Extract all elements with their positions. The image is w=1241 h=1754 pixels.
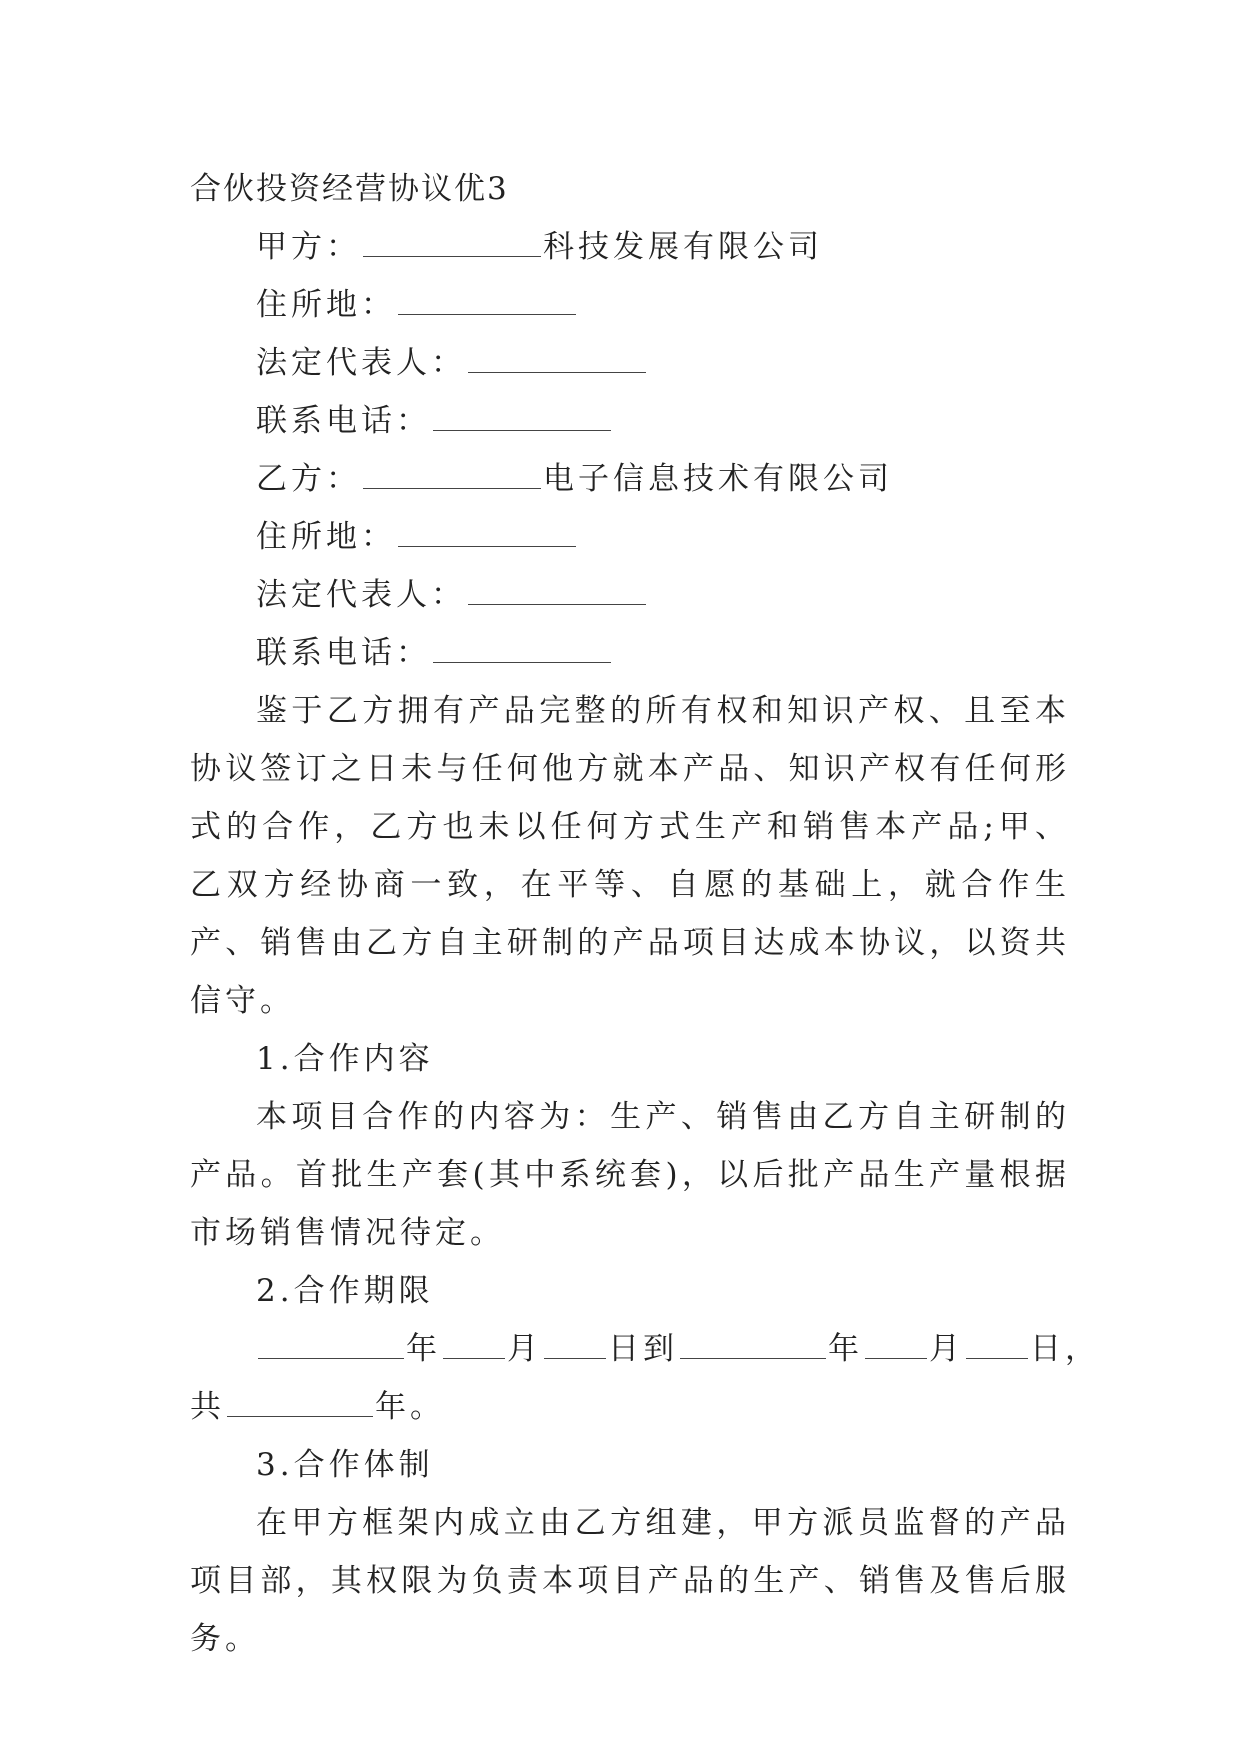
party-b-address-label: 住所地： [256, 519, 396, 555]
end-year-blank [680, 1336, 826, 1359]
party-a-phone-label: 联系电话： [256, 403, 431, 439]
party-a-name-blank [363, 234, 541, 257]
party-b-legal-rep-label: 法定代表人： [256, 577, 466, 613]
party-a-label: 甲方： [256, 229, 361, 265]
end-year-label: 年 [828, 1331, 863, 1367]
start-month-label: 月 [507, 1331, 542, 1367]
section-1-heading: 1.合作内容 [256, 1041, 434, 1077]
start-month-blank [443, 1336, 505, 1359]
start-year-label: 年 [406, 1331, 441, 1367]
start-year-blank [258, 1336, 404, 1359]
end-month-label: 月 [929, 1331, 964, 1367]
total-prefix: 共 [190, 1389, 225, 1425]
party-a-legal-rep-label: 法定代表人： [256, 345, 466, 381]
party-b-legal-rep-line [190, 566, 1070, 624]
total-years-blank [227, 1394, 373, 1417]
party-b-phone-label: 联系电话： [256, 635, 431, 671]
section-3-body: 在甲方框架内成立由乙方组建，甲方派员监督的产品项目部，其权限为负责本项目产品的生产、销售及售后服务。 [190, 1505, 1070, 1657]
party-a-legal-rep-blank [468, 350, 646, 373]
period-total-line [190, 1378, 1070, 1436]
party-a-company-suffix: 科技发展有限公司 [543, 229, 823, 265]
party-a-name-line [190, 218, 1070, 276]
party-b-name-line [190, 450, 1070, 508]
party-b-phone-line [190, 624, 1070, 682]
preamble-paragraph: 鉴于乙方拥有产品完整的所有权和知识产权、且至本协议签订之日未与任何他方就本产品、知识产权有任何形式的合作，乙方也未以任何方式生产和销售本产品;甲、乙双方经协商一致，在平等、自愿的基础上，就合作生产、销售由乙方自主研制的产品项目达成本协议，以资共信守。 [190, 693, 1070, 1019]
party-a-address-label: 住所地： [256, 287, 396, 323]
end-day-label: 日， [1030, 1331, 1100, 1367]
period-line [190, 1320, 1100, 1378]
start-day-blank [544, 1336, 606, 1359]
document-page [190, 160, 1100, 1668]
section-1-body: 本项目合作的内容为：生产、销售由乙方自主研制的产品。首批生产套(其中系统套)，以后批产品生产量根据市场销售情况待定。 [190, 1099, 1070, 1251]
start-day-to-label: 日到 [608, 1331, 678, 1367]
party-b-company-suffix: 电子信息技术有限公司 [543, 461, 893, 497]
document-title: 合伙投资经营协议优3 [190, 171, 509, 207]
party-b-address-line [190, 508, 1070, 566]
party-a-address-line [190, 276, 1070, 334]
total-suffix: 年。 [375, 1389, 445, 1425]
party-b-label: 乙方： [256, 461, 361, 497]
end-month-blank [865, 1336, 927, 1359]
section-2-heading: 2.合作期限 [256, 1273, 434, 1309]
section-3-heading: 3.合作体制 [256, 1447, 434, 1483]
party-b-legal-rep-blank [468, 582, 646, 605]
party-b-address-blank [398, 524, 576, 547]
party-a-phone-blank [433, 408, 611, 431]
end-day-blank [966, 1336, 1028, 1359]
party-b-phone-blank [433, 640, 611, 663]
party-a-address-blank [398, 292, 576, 315]
party-a-legal-rep-line [190, 334, 1070, 392]
party-b-name-blank [363, 466, 541, 489]
party-a-phone-line [190, 392, 1070, 450]
